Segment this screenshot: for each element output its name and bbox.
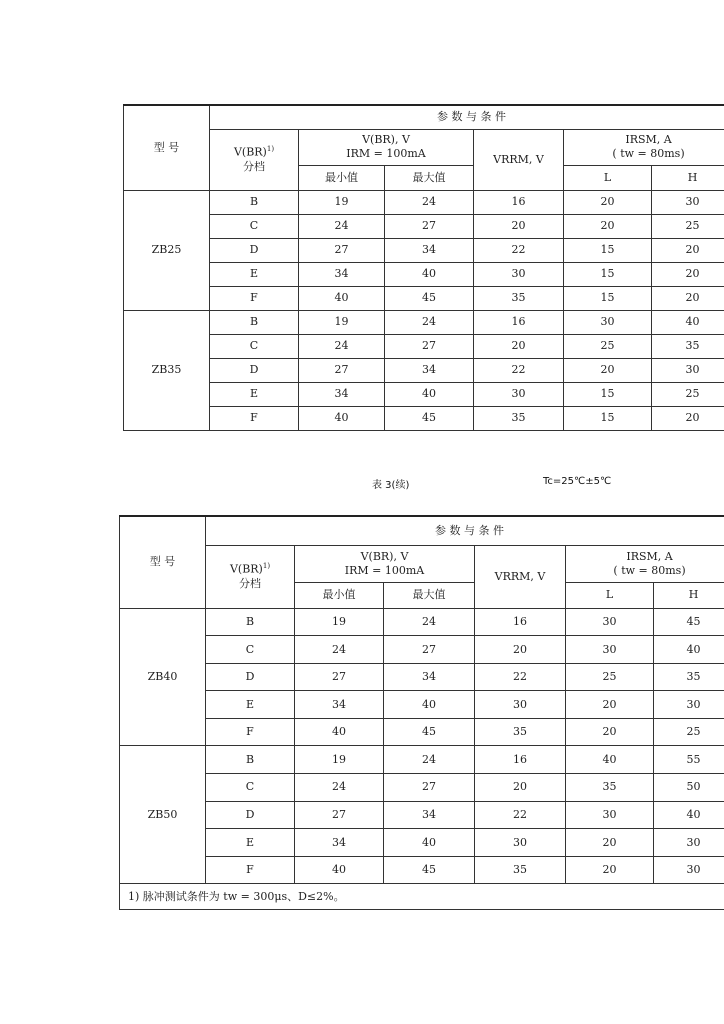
cell-l: 20: [564, 190, 652, 214]
header-h: H: [654, 582, 724, 608]
header-min: 最小值: [299, 165, 385, 190]
header-vbr-class: [210, 129, 299, 190]
table-row: [124, 286, 724, 310]
cell-max: 27: [385, 214, 474, 238]
model-cell: ZB25: [124, 190, 210, 310]
cell-cls: E: [206, 829, 295, 857]
table-row: [124, 358, 724, 382]
cell-l: 30: [566, 636, 654, 664]
header-l: L: [566, 582, 654, 608]
cell-l: 15: [564, 286, 652, 310]
cell-vrrm: 35: [475, 718, 566, 746]
header-vbr: [295, 545, 475, 582]
cell-l: 30: [566, 801, 654, 829]
cell-max: 24: [385, 190, 474, 214]
cell-l: 15: [564, 262, 652, 286]
cell-h: 40: [652, 310, 724, 334]
cell-max: 40: [385, 382, 474, 406]
cell-min: 34: [295, 691, 384, 719]
cell-h: 25: [654, 718, 724, 746]
cell-min: 34: [299, 262, 385, 286]
cell-max: 45: [384, 856, 475, 884]
cell-cls: F: [210, 406, 299, 430]
table-row: [124, 238, 724, 262]
header-model: 型 号: [124, 105, 210, 190]
cell-h: 25: [652, 382, 724, 406]
cell-cls: D: [210, 238, 299, 262]
cell-max: 45: [385, 406, 474, 430]
table-row: [124, 382, 724, 406]
header-vbr-line2: IRM = 100mA: [346, 147, 426, 160]
cell-vrrm: 30: [474, 382, 564, 406]
cell-l: 30: [566, 608, 654, 636]
table-caption: 表 3(续): [372, 480, 410, 491]
cell-min: 27: [295, 801, 384, 829]
cell-cls: C: [210, 214, 299, 238]
cell-h: 20: [652, 286, 724, 310]
header-h: H: [652, 165, 724, 190]
cell-vrrm: 16: [475, 608, 566, 636]
table-row: [120, 663, 724, 691]
cell-min: 34: [299, 382, 385, 406]
cell-vrrm: 16: [475, 746, 566, 774]
table-row: [120, 801, 724, 829]
cell-max: 45: [385, 286, 474, 310]
cell-vrrm: 22: [474, 238, 564, 262]
parameter-table-2: [119, 515, 724, 910]
cell-l: 20: [564, 358, 652, 382]
table-row: [124, 190, 724, 214]
cell-vrrm: 35: [475, 856, 566, 884]
table-row: [124, 406, 724, 430]
parameter-table-1: [123, 104, 724, 431]
header-params: 参 数 与 条 件: [206, 516, 724, 545]
table-row: [124, 214, 724, 238]
footnote-row: [120, 884, 724, 910]
header-vrrm: VRRM, V: [475, 545, 566, 608]
cell-h: 20: [652, 406, 724, 430]
cell-h: 30: [652, 358, 724, 382]
cell-min: 27: [299, 238, 385, 262]
cell-min: 19: [295, 608, 384, 636]
header-params: 参 数 与 条 件: [210, 105, 724, 129]
cell-vrrm: 22: [474, 358, 564, 382]
header-vbr-class-symbol: V(BR): [229, 563, 263, 577]
table-row: [124, 334, 724, 358]
cell-l: 15: [564, 382, 652, 406]
cell-l: 25: [566, 663, 654, 691]
cell-l: 35: [566, 774, 654, 802]
table-row: [120, 774, 724, 802]
cell-max: 24: [384, 608, 475, 636]
cell-vrrm: 20: [474, 214, 564, 238]
cell-max: 45: [384, 718, 475, 746]
cell-h: 40: [654, 801, 724, 829]
cell-vrrm: 30: [474, 262, 564, 286]
cell-vrrm: 22: [475, 663, 566, 691]
cell-vrrm: 30: [475, 691, 566, 719]
cell-h: 45: [654, 608, 724, 636]
cell-h: 50: [654, 774, 724, 802]
table-row: [124, 310, 724, 334]
header-vbr-class-note: 1): [266, 145, 275, 154]
cell-min: 24: [299, 334, 385, 358]
table-row: [120, 856, 724, 884]
cell-cls: F: [206, 718, 295, 746]
header-vbr-line2: IRM = 100mA: [344, 563, 425, 577]
cell-max: 34: [385, 238, 474, 262]
cell-cls: B: [210, 190, 299, 214]
cell-h: 40: [654, 636, 724, 664]
cell-min: 34: [295, 829, 384, 857]
cell-cls: B: [206, 608, 295, 636]
cell-l: 40: [566, 746, 654, 774]
cell-vrrm: 35: [474, 286, 564, 310]
cell-h: 35: [652, 334, 724, 358]
cell-l: 20: [566, 856, 654, 884]
cell-l: 20: [566, 691, 654, 719]
header-irsm-line2: ( tw = 80ms): [613, 563, 686, 577]
cell-min: 27: [299, 358, 385, 382]
cell-cls: C: [206, 774, 295, 802]
cell-vrrm: 20: [475, 636, 566, 664]
cell-min: 24: [295, 636, 384, 664]
header-vbr-class-text: 分档: [243, 159, 265, 173]
cell-cls: E: [210, 382, 299, 406]
table-row: [120, 691, 724, 719]
header-vbr-line1: V(BR), V: [360, 549, 409, 563]
cell-h: 20: [652, 238, 724, 262]
cell-min: 19: [299, 190, 385, 214]
header-vrrm: VRRM, V: [474, 129, 564, 190]
temperature-condition: Tc=25℃±5℃: [543, 476, 612, 487]
cell-cls: F: [206, 856, 295, 884]
cell-min: 27: [295, 663, 384, 691]
model-cell: ZB35: [124, 310, 210, 430]
cell-l: 25: [564, 334, 652, 358]
header-vbr-line1: V(BR), V: [362, 133, 410, 147]
cell-l: 30: [564, 310, 652, 334]
header-model: 型 号: [120, 516, 206, 608]
cell-l: 20: [564, 214, 652, 238]
cell-cls: F: [210, 286, 299, 310]
cell-h: 30: [652, 190, 724, 214]
cell-max: 40: [384, 691, 475, 719]
cell-max: 24: [385, 310, 474, 334]
cell-l: 15: [564, 406, 652, 430]
cell-max: 24: [384, 746, 475, 774]
cell-max: 40: [385, 262, 474, 286]
cell-vrrm: 22: [475, 801, 566, 829]
cell-cls: C: [206, 636, 295, 664]
cell-cls: D: [206, 663, 295, 691]
cell-cls: D: [210, 358, 299, 382]
cell-h: 30: [654, 829, 724, 857]
header-irsm-line1: IRSM, A: [626, 549, 673, 563]
cell-vrrm: 35: [474, 406, 564, 430]
header-vbr-class-note: 1): [262, 562, 271, 571]
cell-min: 24: [295, 774, 384, 802]
cell-min: 40: [299, 286, 385, 310]
header-min: 最小值: [295, 582, 384, 608]
table-row: [120, 829, 724, 857]
header-vbr-class-symbol: V(BR): [233, 146, 267, 160]
cell-h: 55: [654, 746, 724, 774]
cell-max: 34: [385, 358, 474, 382]
cell-h: 20: [652, 262, 724, 286]
header-vbr-class: [206, 545, 295, 608]
cell-max: 34: [384, 801, 475, 829]
table-row: [120, 636, 724, 664]
cell-max: 27: [385, 334, 474, 358]
cell-vrrm: 20: [475, 774, 566, 802]
cell-cls: B: [206, 746, 295, 774]
cell-vrrm: 16: [474, 190, 564, 214]
cell-min: 40: [295, 856, 384, 884]
header-l: L: [564, 165, 652, 190]
cell-cls: D: [206, 801, 295, 829]
cell-l: 15: [564, 238, 652, 262]
cell-min: 24: [299, 214, 385, 238]
cell-h: 30: [654, 856, 724, 884]
cell-min: 19: [295, 746, 384, 774]
cell-vrrm: 20: [474, 334, 564, 358]
cell-h: 30: [654, 691, 724, 719]
cell-max: 27: [384, 774, 475, 802]
table-row: [120, 746, 724, 774]
cell-cls: E: [206, 691, 295, 719]
cell-cls: B: [210, 310, 299, 334]
cell-h: 25: [652, 214, 724, 238]
model-cell: ZB50: [120, 746, 206, 884]
cell-max: 34: [384, 663, 475, 691]
table-row: [124, 262, 724, 286]
header-max: 最大值: [384, 582, 475, 608]
cell-vrrm: 30: [475, 829, 566, 857]
cell-cls: E: [210, 262, 299, 286]
table-row: [120, 718, 724, 746]
cell-vrrm: 16: [474, 310, 564, 334]
header-max: 最大值: [385, 165, 474, 190]
header-irsm: [564, 129, 724, 165]
header-vbr: [299, 129, 474, 165]
cell-l: 20: [566, 829, 654, 857]
cell-l: 20: [566, 718, 654, 746]
cell-max: 27: [384, 636, 475, 664]
cell-min: 40: [299, 406, 385, 430]
table-row: [120, 608, 724, 636]
cell-min: 40: [295, 718, 384, 746]
header-vbr-class-text: 分档: [239, 576, 261, 590]
cell-max: 40: [384, 829, 475, 857]
model-cell: ZB40: [120, 608, 206, 746]
cell-min: 19: [299, 310, 385, 334]
footnote: 1) 脉冲测试条件为 tw = 300μs、D≤2%。: [120, 884, 724, 910]
header-irsm: [566, 545, 724, 582]
header-irsm-line2: ( tw = 80ms): [612, 147, 685, 160]
header-irsm-line1: IRSM, A: [625, 133, 672, 147]
cell-cls: C: [210, 334, 299, 358]
cell-h: 35: [654, 663, 724, 691]
